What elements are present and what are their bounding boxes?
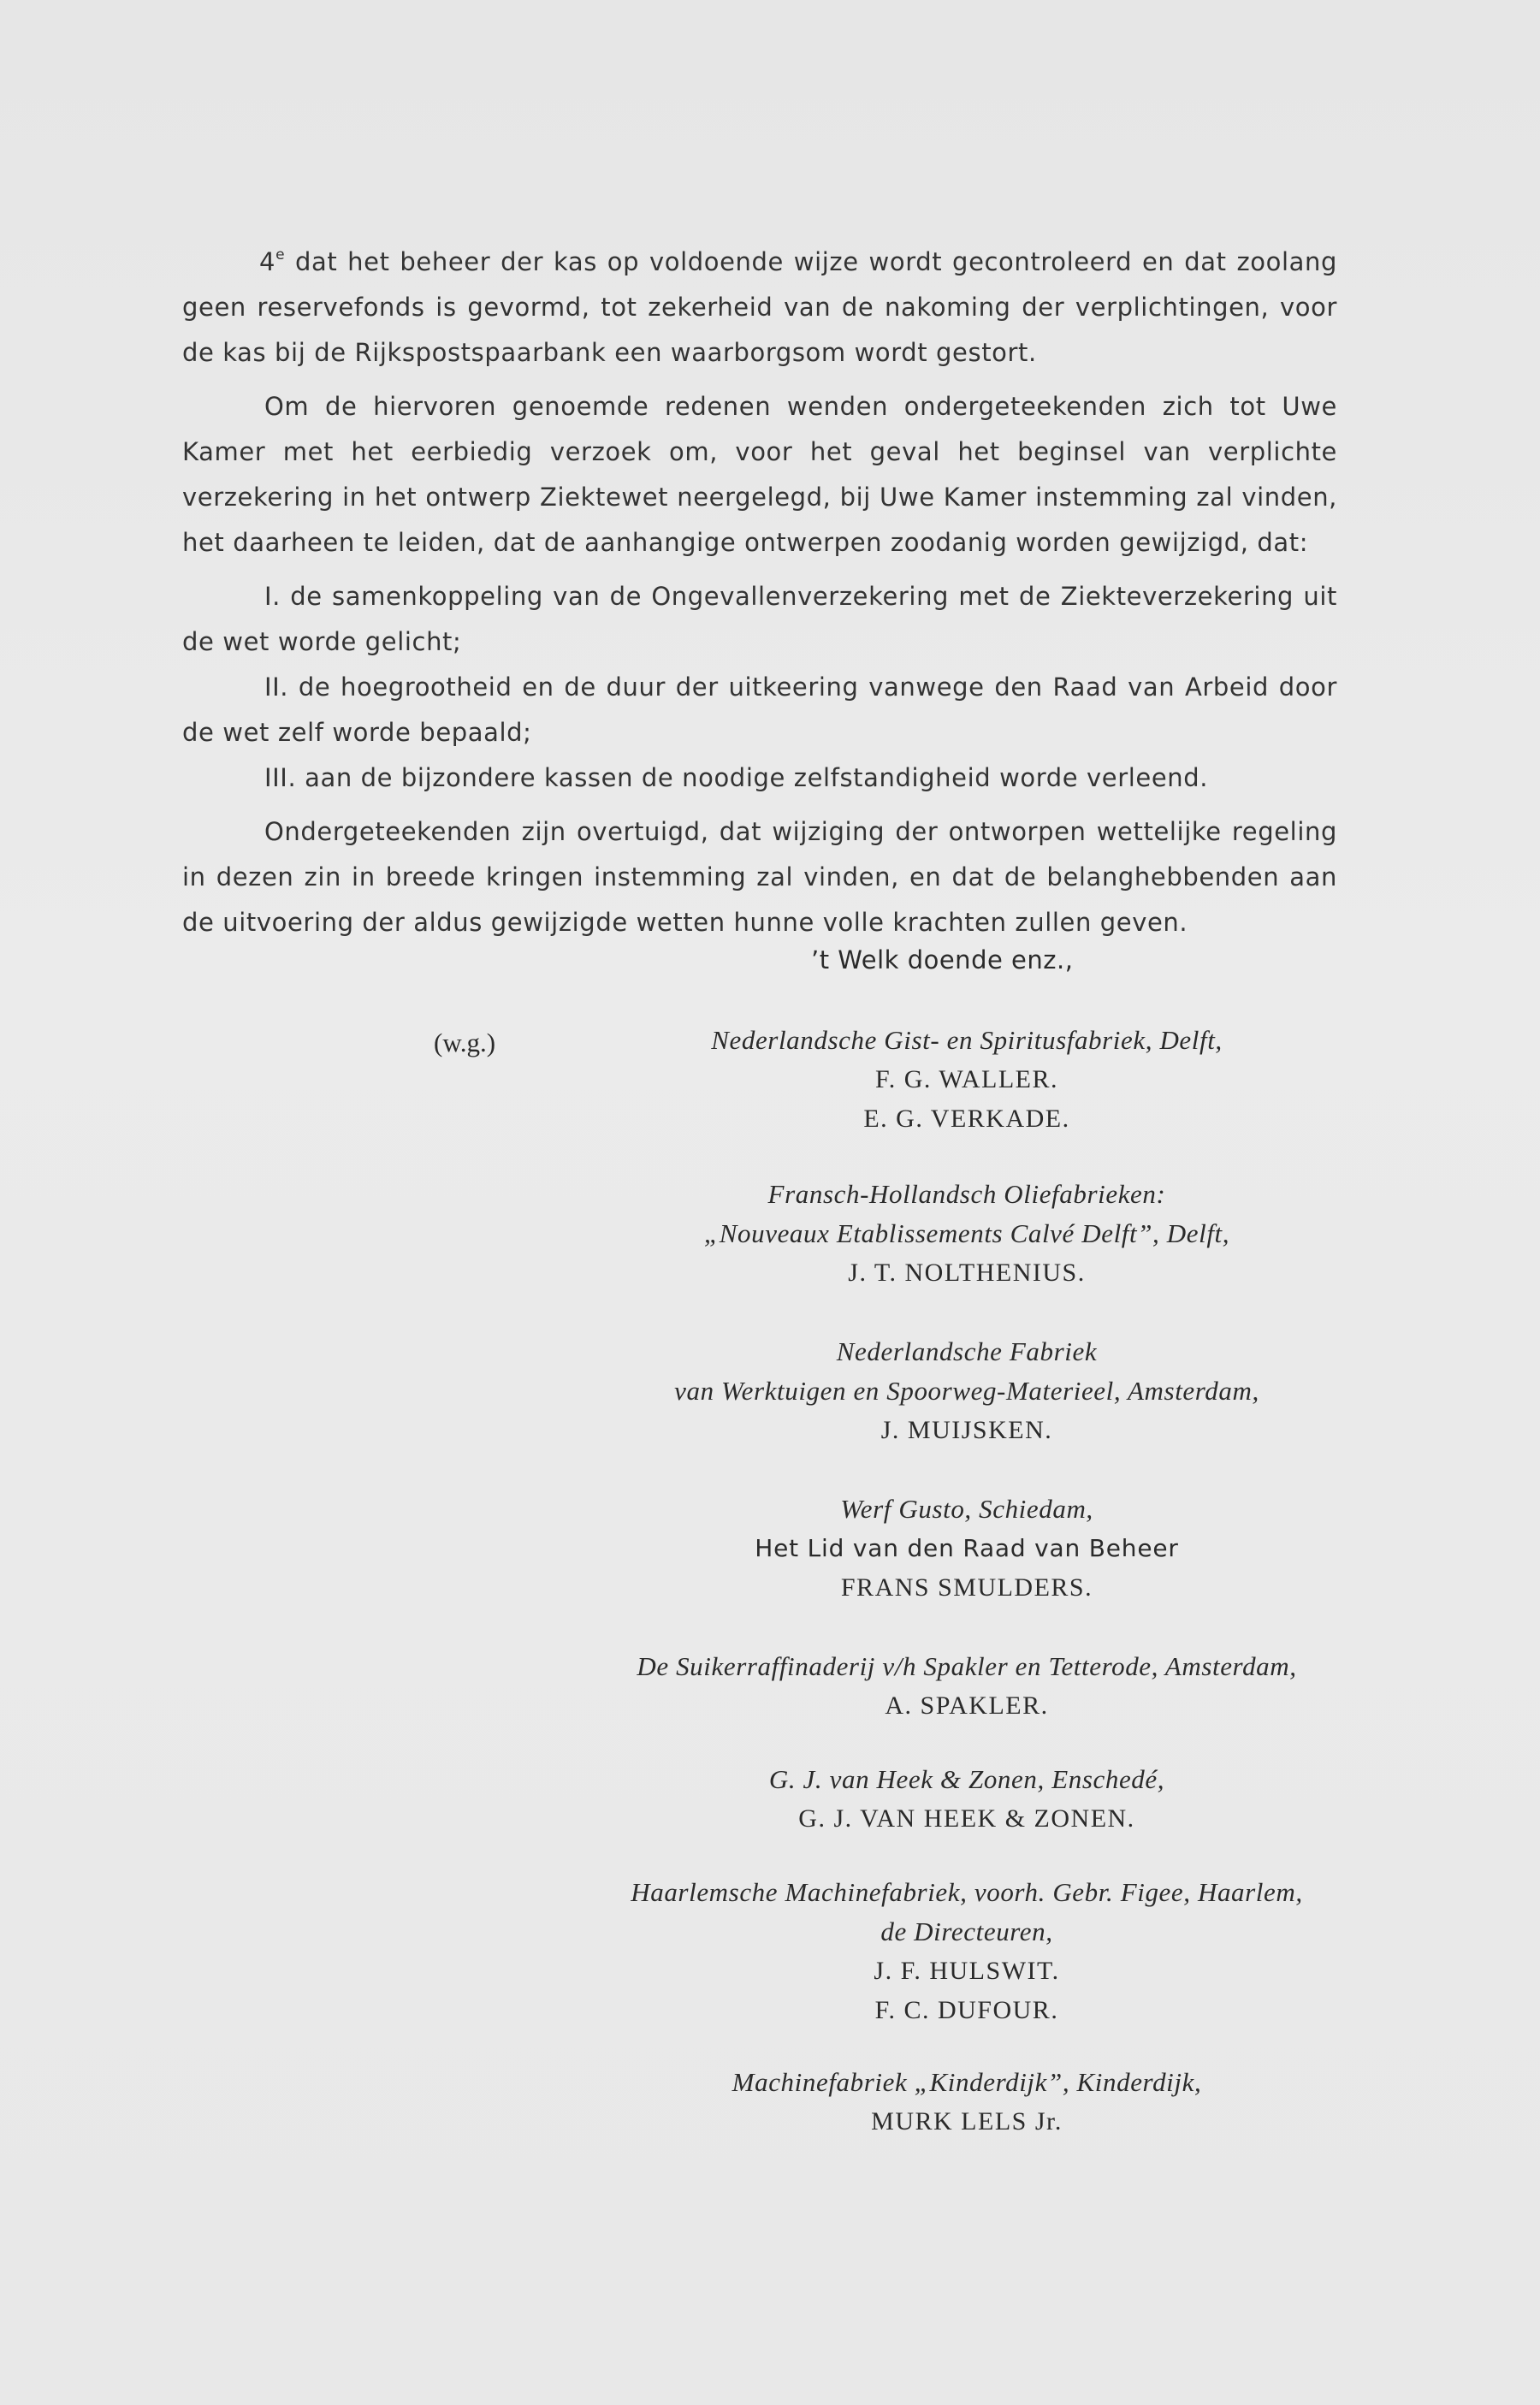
signatory-1 — [599, 1021, 1335, 1139]
signatory-org: De Suikerraffinaderij v/h Spakler en Tetterode, Amsterdam, — [637, 1651, 1297, 1681]
signatory-org: Machinefabriek „Kinderdijk”, Kinderdijk, — [732, 2067, 1202, 2097]
wg-mark: (w.g.) — [434, 1028, 496, 1057]
paragraph-1 — [182, 233, 1337, 376]
signatory-org-line-2: „Nouveaux Etablissements Calvé Delft”, Delft, — [703, 1218, 1230, 1248]
paragraph-2: Om de hiervoren genoemde redenen wenden ondergeteekenden zich tot Uwe Kamer met het eerbiedig verzoek om, voor het geval het beginsel van verplichte verzekering in het ontwerp Ziektewet neergelegd, bij Uwe Kamer instemming zal vinden, het daarheen te leiden, dat de aanhangige ontwerpen zoodanig worden gewijzigd, dat: — [182, 392, 1337, 557]
signatory-5 — [599, 1647, 1335, 1726]
paragraph-3: Ondergeteekenden zijn overtuigd, dat wijziging der ontworpen wettelijke regeling in dezen zin in breede kringen instemming zal vinden, en dat de belanghebbenden aan de uitvoering der aldus gewijzigde wetten hunne volle krachten zullen geven. — [182, 817, 1337, 937]
list-item-3: III. aan de bijzondere kassen de noodige zelfstandigheid worde verleend. — [264, 763, 1209, 792]
signatory-name: G. J. VAN HEEK & ZONEN. — [798, 1804, 1135, 1833]
signatory-8 — [599, 2063, 1335, 2141]
letter-body — [182, 233, 1337, 954]
signatory-org-line-2: van Werktuigen en Spoorweg-Materieel, Amsterdam, — [674, 1376, 1259, 1406]
signatory-org: Nederlandsche Gist- en Spiritusfabriek, Delft, — [711, 1025, 1223, 1055]
closing-formula: ’t Welk doende enz., — [811, 945, 1074, 974]
signatory-6 — [599, 1760, 1335, 1839]
signatory-org: G. J. van Heek & Zonen, Enschedé, — [768, 1764, 1165, 1794]
signatory-name: MURK LELS Jr. — [871, 2107, 1063, 2135]
ordinal-suffix: e — [275, 246, 286, 264]
signatory-name: J. F. HULSWIT. — [874, 1957, 1060, 1985]
list-item-1: I. de samenkoppeling van de Ongevallenverzekering met de Ziekteverzekering uit de wet worde gelicht; — [182, 582, 1337, 656]
signatory-name: J. T. NOLTHENIUS. — [848, 1259, 1086, 1287]
signatory-4 — [599, 1490, 1335, 1608]
signatory-name: J. MUIJSKEN. — [880, 1416, 1053, 1444]
list-item-2: II. de hoegrootheid en de duur der uitkeering vanwege den Raad van Arbeid door de wet zelf worde bepaald; — [182, 672, 1337, 747]
signatory-org: Werf Gusto, Schiedam, — [840, 1494, 1093, 1524]
signatory-org-line-2: de Directeuren, — [880, 1916, 1053, 1946]
signatory-name: F. G. WALLER. — [874, 1065, 1059, 1093]
signatory-org: Haarlemsche Machinefabriek, voorh. Gebr. Figee, Haarlem, — [631, 1877, 1303, 1907]
signatory-name: FRANS SMULDERS. — [840, 1573, 1093, 1602]
paragraph-1-text: dat het beheer der kas op voldoende wijze wordt gecontroleerd en dat zoolang geen reservefonds is gevormd, tot zekerheid van de nakoming der verplichtingen, voor de kas bij de Rijkspostspaarbank een waarborgsom wordt gestort. — [182, 247, 1337, 367]
signatory-role: Het Lid van den Raad van Beheer — [755, 1534, 1179, 1562]
signatory-org: Nederlandsche Fabriek — [836, 1336, 1098, 1366]
signatory-org: Fransch-Hollandsch Oliefabrieken: — [767, 1179, 1166, 1209]
signatory-name: E. G. VERKADE. — [863, 1105, 1070, 1133]
signatory-3 — [599, 1332, 1335, 1450]
signatory-2 — [599, 1175, 1335, 1293]
signatory-name: F. C. DUFOUR. — [874, 1996, 1059, 2024]
signatory-7 — [599, 1873, 1335, 2030]
signatory-name: A. SPAKLER. — [885, 1691, 1049, 1720]
ordinal: 4 — [259, 247, 276, 276]
